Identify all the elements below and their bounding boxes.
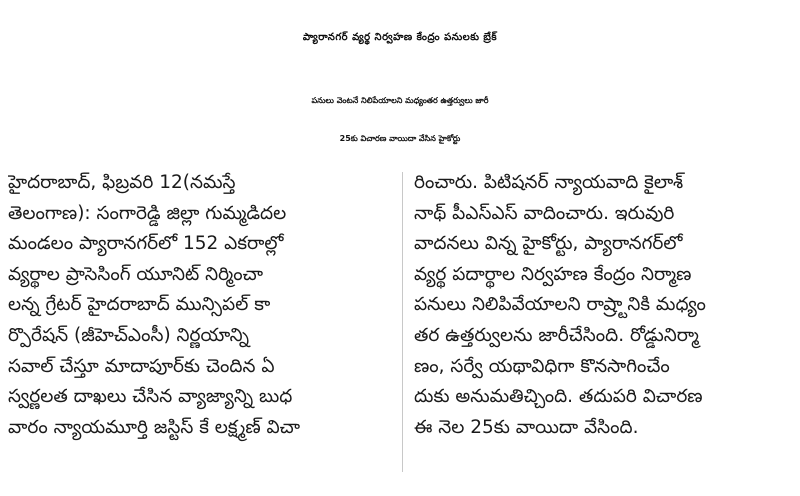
body-line: వాదనలు విన్న హైకోర్టు, ప్యారానగర్‌లో	[414, 233, 683, 255]
body-line: సవాల్ చేస్తూ మాదాపూర్‌కు చెందిన ఏ	[8, 355, 275, 377]
body-line: స్వర్ణలత దాఖలు చేసిన వ్యాజ్యాన్ని బుధ	[8, 386, 293, 408]
article-body-left-column	[8, 168, 392, 443]
body-line: వ్యర్థాల ప్రాసెసింగ్ యూనిట్ నిర్మించా	[8, 263, 263, 285]
headline: ప్యారానగర్ వ్యర్థ నిర్వహణ కేంద్రం పనులకు బ్రేక్	[302, 32, 498, 43]
body-line: వ్యర్థ పదార్థాల నిర్వహణ కేంద్రం నిర్మాణ	[414, 263, 692, 285]
body-line: ఈ నెల 25కు వాయిదా వేసింది.	[414, 416, 639, 438]
body-line: లన్న గ్రేటర్ హైదరాబాద్ మున్సిపల్ కా	[8, 294, 271, 316]
body-line: మండలం ప్యారానగర్‌లో 152 ఎకరాల్లో	[8, 233, 284, 255]
column-divider	[402, 172, 403, 472]
body-line: హైదరాబాద్, ఫిబ్రవరి 12(నమస్తే	[8, 172, 236, 193]
body-line: రించారు. పిటిషనర్ న్యాయవాది కైలాశ్	[414, 172, 684, 193]
body-line: నాథ్ పీఎస్ఎస్ వాదించారు. ఇరువురి	[414, 202, 675, 224]
subheadline-interim-orders: పనులు వెంటనే నిలిపేయాలని మధ్యంతర ఉత్తర్వులు జారీ	[311, 96, 489, 105]
subheadline-hearing-adjourned: 25కు విచారణ వాయిదా వేసిన హైకోర్టు	[339, 134, 461, 143]
body-line: ర్పొరేషన్ (జీహెచ్ఎంసీ) నిర్ణయాన్ని	[8, 324, 249, 346]
body-line: ణం, సర్వే యథావిధిగా కొనసాగించేం	[414, 355, 670, 377]
body-line: పనులు నిలిపివేయాలని రాష్ర్టానికి మధ్యం	[414, 294, 706, 316]
body-line: తెలంగాణ): సంగారెడ్డి జిల్లా గుమ్మడిదల	[8, 202, 287, 224]
body-line: దుకు అనుమతిచ్చింది. తదుపరి విచారణ	[414, 386, 703, 408]
body-line: వారం న్యాయమూర్తి జస్టిస్ కే లక్ష్మణ్ విచా	[8, 416, 301, 438]
body-line: తర ఉత్తర్వులను జారీచేసింది. రోడ్డునిర్మా	[414, 324, 699, 346]
article-body-right-column	[414, 168, 792, 443]
